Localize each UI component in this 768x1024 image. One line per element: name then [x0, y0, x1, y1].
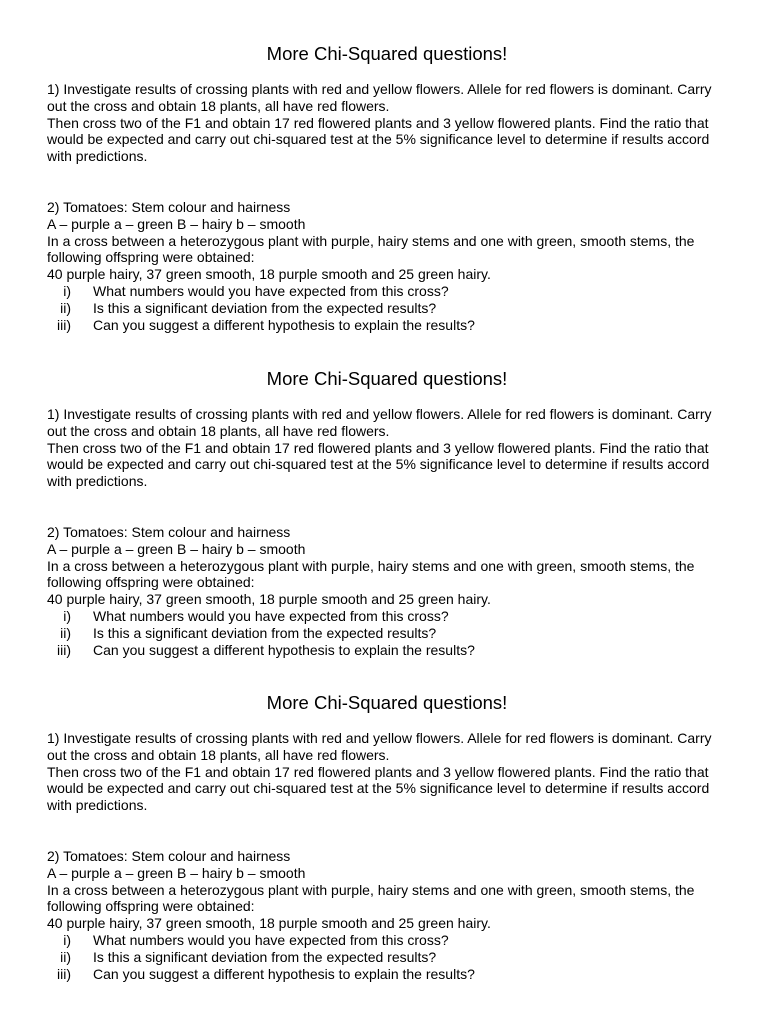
sub-question [47, 642, 727, 659]
question-1-continuation: Then cross two of the F1 and obtain 17 red flowered plants and 3 yellow flowered plants. Find the ratio that would be expected and carry out chi-squared test at the 5% significance level to determine if results accord with predictions. [47, 763, 710, 814]
sub-question-text: Is this a significant deviation from the expected results? [93, 299, 437, 316]
sub-question-number: ii) [60, 948, 71, 965]
sub-question-list [47, 608, 727, 658]
question-2 [47, 524, 727, 608]
sub-question-number: iii) [57, 641, 71, 658]
sub-question-number: i) [63, 931, 71, 948]
section-title: More Chi-Squared questions! [266, 368, 508, 389]
question-2-results: 40 purple hairy, 37 green smooth, 18 purple smooth and 25 green hairy. [47, 591, 491, 608]
worksheet-section-1 [47, 42, 727, 333]
worksheet-section-2 [47, 367, 727, 658]
question-1-text: 1) Investigate results of crossing plants with red and yellow flowers. Allele for red flowers is dominant. Carry out the cross and obtain 18 plants, all have red flowers. [47, 81, 712, 114]
worksheet-section-3 [47, 691, 727, 982]
question-2-alleles: A – purple a – green B – hairy b – smooth [47, 864, 306, 881]
sub-question-text: Can you suggest a different hypothesis to explain the results? [93, 965, 475, 982]
question-2 [47, 848, 727, 932]
question-2-alleles: A – purple a – green B – hairy b – smooth [47, 540, 306, 557]
sub-question-text: Is this a significant deviation from the expected results? [93, 948, 437, 965]
sub-question-number: ii) [60, 299, 71, 316]
sub-question [47, 608, 727, 625]
question-1-text: 1) Investigate results of crossing plants with red and yellow flowers. Allele for red flowers is dominant. Carry out the cross and obtain 18 plants, all have red flowers. [47, 406, 712, 439]
sub-question-text: Is this a significant deviation from the expected results? [93, 624, 437, 641]
sub-question-number: iii) [57, 316, 71, 333]
sub-question [47, 949, 727, 966]
question-2-results: 40 purple hairy, 37 green smooth, 18 purple smooth and 25 green hairy. [47, 266, 491, 283]
sub-question-text: What numbers would you have expected from this cross? [93, 607, 449, 624]
question-2-description: In a cross between a heterozygous plant with purple, hairy stems and one with green, smooth stems, the following offspring were obtained: [47, 881, 695, 915]
question-2-description: In a cross between a heterozygous plant with purple, hairy stems and one with green, smooth stems, the following offspring were obtained: [47, 232, 695, 266]
sub-question [47, 317, 727, 334]
sub-question-list [47, 283, 727, 333]
sub-question-number: iii) [57, 965, 71, 982]
sub-question [47, 283, 727, 300]
question-2-heading: 2) Tomatoes: Stem colour and hairness [47, 847, 291, 864]
question-2-alleles: A – purple a – green B – hairy b – smooth [47, 215, 306, 232]
section-title: More Chi-Squared questions! [266, 692, 508, 713]
sub-question [47, 625, 727, 642]
sub-question-text: What numbers would you have expected from this cross? [93, 931, 449, 948]
question-2-heading: 2) Tomatoes: Stem colour and hairness [47, 523, 291, 540]
question-1-text: 1) Investigate results of crossing plants with red and yellow flowers. Allele for red flowers is dominant. Carry out the cross and obtain 18 plants, all have red flowers. [47, 730, 712, 763]
question-2-heading: 2) Tomatoes: Stem colour and hairness [47, 198, 291, 215]
sub-question-text: Can you suggest a different hypothesis to explain the results? [93, 641, 475, 658]
question-2 [47, 199, 727, 283]
question-1-continuation: Then cross two of the F1 and obtain 17 red flowered plants and 3 yellow flowered plants. Find the ratio that would be expected and carry out chi-squared test at the 5% significance level to determine if results accord with predictions. [47, 114, 710, 165]
sub-question-list [47, 932, 727, 982]
sub-question [47, 300, 727, 317]
sub-question-number: ii) [60, 624, 71, 641]
sub-question [47, 932, 727, 949]
sub-question-number: i) [63, 282, 71, 299]
sub-question-text: Can you suggest a different hypothesis to explain the results? [93, 316, 475, 333]
sub-question [47, 966, 727, 983]
section-title: More Chi-Squared questions! [266, 43, 508, 64]
question-1-continuation: Then cross two of the F1 and obtain 17 red flowered plants and 3 yellow flowered plants. Find the ratio that would be expected and carry out chi-squared test at the 5% significance level to determine if results accord with predictions. [47, 439, 710, 490]
sub-question-number: i) [63, 607, 71, 624]
sub-question-text: What numbers would you have expected from this cross? [93, 282, 449, 299]
question-2-description: In a cross between a heterozygous plant with purple, hairy stems and one with green, smooth stems, the following offspring were obtained: [47, 557, 695, 591]
question-2-results: 40 purple hairy, 37 green smooth, 18 purple smooth and 25 green hairy. [47, 915, 491, 932]
